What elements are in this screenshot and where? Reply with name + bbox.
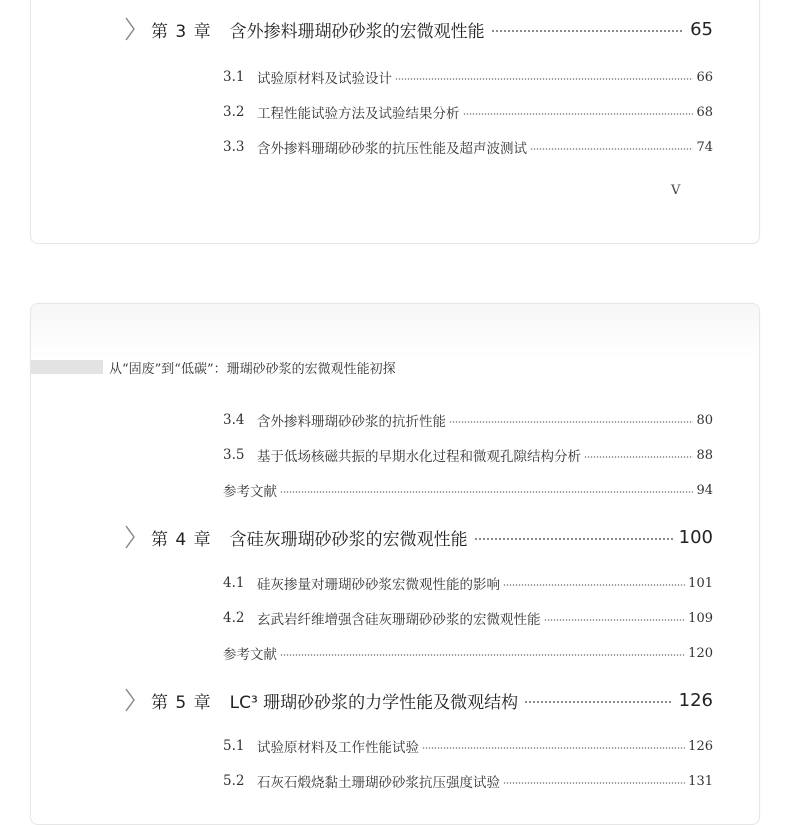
leader-dots bbox=[422, 747, 685, 749]
section-page: 94 bbox=[696, 482, 713, 498]
chevron-right-icon bbox=[123, 687, 145, 713]
running-header-title: 从“固废”到“低碳”：珊瑚砂砂浆的宏微观性能初探 bbox=[109, 362, 396, 377]
chapter-page: 100 bbox=[678, 526, 713, 548]
section-entry[interactable] bbox=[223, 65, 713, 89]
page-number: V bbox=[671, 183, 681, 198]
chapter-page: 65 bbox=[690, 18, 713, 40]
section-entry[interactable] bbox=[223, 408, 713, 432]
section-number: 3.2 bbox=[223, 104, 245, 120]
chevron-right-icon bbox=[123, 16, 145, 42]
section-title: 工程性能试验方法及试验结果分析 bbox=[257, 106, 460, 122]
section-title: 参考文献 bbox=[223, 647, 277, 663]
references-entry[interactable] bbox=[223, 478, 713, 502]
leader-dots bbox=[491, 30, 684, 32]
chapter-page: 126 bbox=[678, 689, 713, 711]
section-title: 硅灰掺量对珊瑚砂砂浆宏微观性能的影响 bbox=[257, 577, 500, 593]
section-number: 3.4 bbox=[223, 412, 245, 428]
leader-dots bbox=[503, 782, 685, 784]
section-title: 含外掺料珊瑚砂砂浆的抗折性能 bbox=[257, 414, 446, 430]
leader-dots bbox=[280, 491, 693, 493]
section-page: 109 bbox=[688, 610, 713, 626]
section-page: 88 bbox=[696, 447, 713, 463]
section-entry[interactable] bbox=[223, 100, 713, 124]
chapter-title: LC³ 珊瑚砂砂浆的力学性能及微观结构 bbox=[229, 692, 519, 713]
toc-page-card-2 bbox=[30, 303, 760, 825]
section-title: 试验原材料及试验设计 bbox=[257, 71, 392, 87]
section-page: 131 bbox=[688, 773, 713, 789]
page-top-fade bbox=[31, 304, 759, 359]
leader-dots bbox=[544, 619, 686, 621]
leader-dots bbox=[530, 148, 693, 150]
section-page: 101 bbox=[688, 575, 713, 591]
section-title: 参考文献 bbox=[223, 484, 277, 500]
leader-dots bbox=[474, 538, 673, 540]
section-entry[interactable] bbox=[223, 443, 713, 467]
section-number: 4.2 bbox=[223, 610, 245, 626]
section-number: 5.1 bbox=[223, 738, 245, 754]
chapter-entry[interactable] bbox=[123, 14, 713, 44]
section-title: 含外掺料珊瑚砂砂浆的抗压性能及超声波测试 bbox=[257, 141, 527, 157]
section-title: 玄武岩纤维增强含硅灰珊瑚砂砂浆的宏微观性能 bbox=[257, 612, 541, 628]
leader-dots bbox=[584, 456, 693, 458]
section-number: 5.2 bbox=[223, 773, 245, 789]
section-number: 3.5 bbox=[223, 447, 245, 463]
chapter-title: 含硅灰珊瑚砂砂浆的宏微观性能 bbox=[229, 529, 468, 550]
section-entry[interactable] bbox=[223, 769, 713, 793]
section-number: 3.1 bbox=[223, 69, 245, 85]
section-page: 126 bbox=[688, 738, 713, 754]
chapter-entry[interactable] bbox=[123, 522, 713, 552]
chevron-right-icon bbox=[123, 524, 145, 550]
section-title: 基于低场核磁共振的早期水化过程和微观孔隙结构分析 bbox=[257, 449, 581, 465]
leader-dots bbox=[449, 421, 693, 423]
section-entry[interactable] bbox=[223, 606, 713, 630]
references-entry[interactable] bbox=[223, 641, 713, 665]
leader-dots bbox=[280, 654, 685, 656]
section-title: 试验原材料及工作性能试验 bbox=[257, 740, 419, 756]
section-page: 120 bbox=[688, 645, 713, 661]
chapter-number: 第 5 章 bbox=[151, 692, 212, 713]
section-entry[interactable] bbox=[223, 734, 713, 758]
section-page: 80 bbox=[696, 412, 713, 428]
leader-dots bbox=[503, 584, 685, 586]
chapter-entry[interactable] bbox=[123, 685, 713, 715]
section-entry[interactable] bbox=[223, 571, 713, 595]
chapter-number: 第 3 章 bbox=[151, 21, 212, 42]
leader-dots bbox=[395, 78, 693, 80]
section-page: 68 bbox=[696, 104, 713, 120]
running-header-bar bbox=[31, 360, 103, 374]
section-page: 66 bbox=[696, 69, 713, 85]
leader-dots bbox=[463, 113, 694, 115]
leader-dots bbox=[524, 701, 672, 703]
toc-page-card-1 bbox=[30, 0, 760, 244]
section-entry[interactable] bbox=[223, 135, 713, 159]
chapter-number: 第 4 章 bbox=[151, 529, 212, 550]
section-number: 4.1 bbox=[223, 575, 245, 591]
section-number: 3.3 bbox=[223, 139, 245, 155]
section-page: 74 bbox=[696, 139, 713, 155]
section-title: 石灰石煅烧黏土珊瑚砂砂浆抗压强度试验 bbox=[257, 775, 500, 791]
chapter-title: 含外掺料珊瑚砂砂浆的宏微观性能 bbox=[229, 21, 485, 42]
